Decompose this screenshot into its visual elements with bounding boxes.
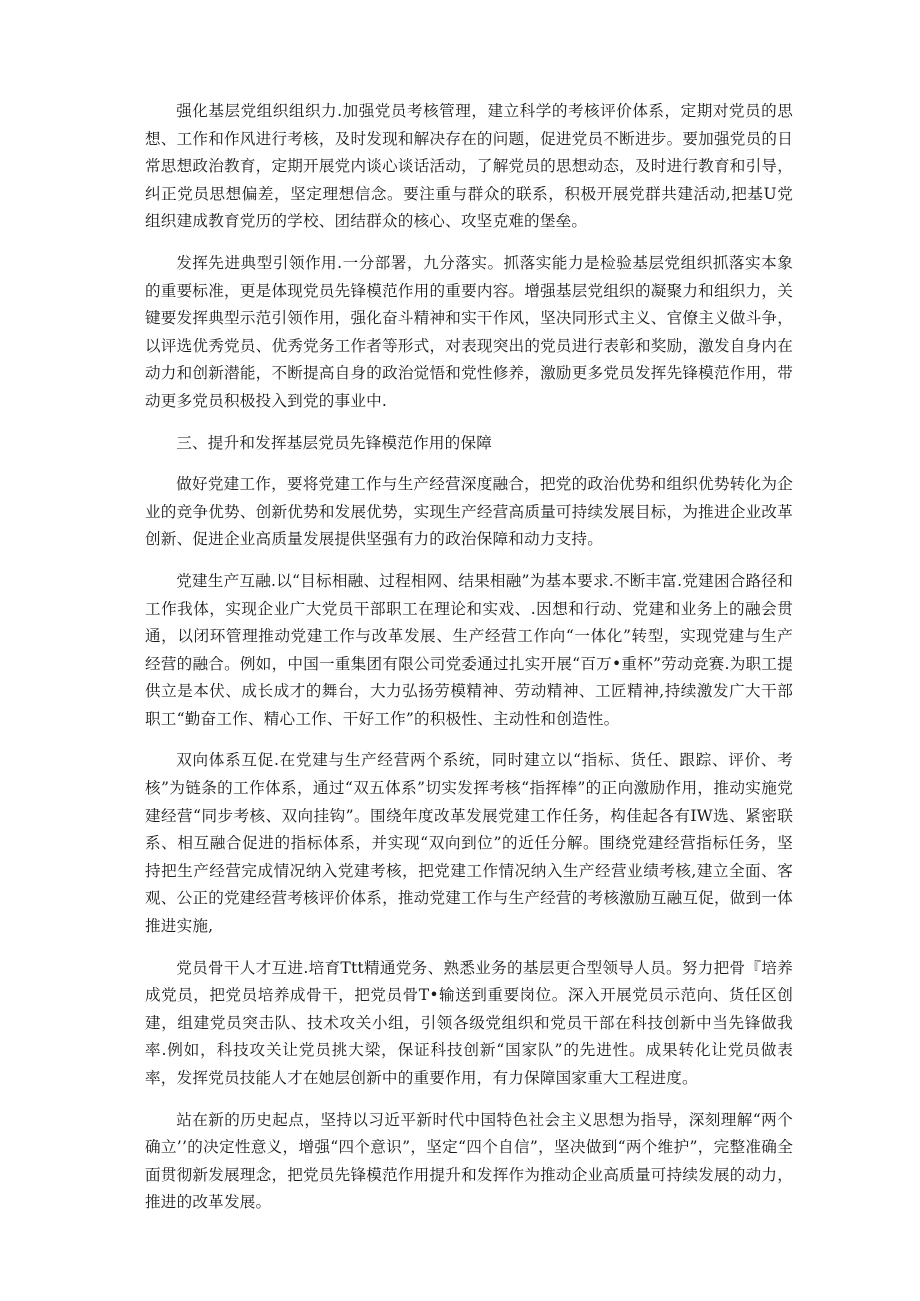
paragraph-conclusion: 站在新的历史起点，坚持以习近平新时代中国特色社会主义思想为指导，深刻理解“两个确立’’的决定性意义，增强“四个意识”，坚定“四个自信”，坚决做到“两个维护”，完整准确全面贯彻新发展理念，把党员先锋模范作用提升和发挥作为推动企业高质量可持续发展的动力，推进的改革发展。: [145, 1110, 793, 1212]
paragraph-production-integration: 党建生产互融.以“目标相融、过程相网、结果相融”为基本要求.不断丰富.党建困合路径和工作我体，实现企业广大党员干部职工在理论和实戏、.因想和行动、党建和业务上的融会贯通，以闭环管理推动党建工作与改革发展、生产经营工作向“一体化”转型，实现党建与生产经营的融合。例如，中国一重集团有限公司党委通过扎实开展“百万•重杯”劳动竞赛.为职工提供立是本伏、成长成才的舞台，大力弘扬劳模精神、劳动精神、工匠精神,持续激发广大干部职工“勤奋工作、精心工作、干好工作”的积极性、主动性和创造性。: [145, 571, 793, 728]
document-body: [145, 98, 793, 1231]
section-heading: 三、提升和发挥基层党员先锋模范作用的保障: [176, 433, 493, 452]
paragraph-organization-strength: 强化基层党组织组织力.加强党员考核管理，建立科学的考核评价体系，定期对党员的思想、工作和作风进行考核，及时发现和解决存在的问题，促进党员不断进步。要加强党员的日常思想政治教育，定期开展党内谈心谈话活动，了解党员的思想动态，及时进行教育和引导，纠正党员思想偏差，坚定理想信念。要注重与群众的联系，积极开展党群共建活动,把基U党组织建成教育党历的学校、团结群众的核心、攻坚克难的堡垒。: [145, 102, 793, 231]
paragraph-party-building-integration: 做好党建工作，要将党建工作与生产经营深度融合，把党的政治优势和组织优势转化为企业的竞争优势、创新优势和发展优势，实现生产经营高质量可持续发展目标，为推进企业改革创新、促进企业高质量发展提供坚强有力的政治保障和动力支持。: [145, 475, 793, 549]
paragraph-talent-development: 党员骨干人才互进.培育Ttt精通党务、熟悉业务的基层更合型领导人员。努力把骨『培养成党员，把党员培养成骨干，把党员骨T•输送到重要岗位。深入开展党员示范向、货任区创建，组建党员突击队、技术攻关小组，引领各级党组织和党员干部在科技创新中当先锋做我率.例如，科技攻关让党员挑大梁，保证科技创新“国家队”的先进性。成果转化让党员做表率，发挥党员技能人才在她层创新中的重要作用，有力保障国家重大工程进度。: [145, 958, 793, 1087]
paragraph-two-way-system: 双向体系互促.在党建与生产经营两个系统，同时建立以“指标、货任、跟踪、评价、考核”为链条的工作体系，通过“双五体系”切实发挥考核“指挥棒”的正向激励作用，推动实施党建经营“同步考核、双向挂钩”。围绕年度改革发展党建工作任务，构佳起各有IW选、紧密联系、相互融合促进的指标体系，并实现“双向到位”的近任分解。围绕党建经营指标任务，坚持把生产经营完成情况纳入党建考核，把党建工作情况纳入生产经营业绩考核,建立全面、客观、公正的党建经营考核评价体系，推动党建工作与生产经营的考核激励互融互促，做到一体推进实施,: [145, 751, 793, 936]
paragraph-exemplary-role: 发挥先进典型引领作用.一分部署，九分落实。抓落实能力是检验基层党组织抓落实本象的重要标准，更是体现党员先锋模范作用的重要内容。增强基层党组织的凝聚力和组织力，关键要发挥典型示范引领作用，强化奋斗精神和实干作风，坚决同形式主义、官僚主义做斗争，以评选优秀党员、优秀党务工作者等形式，对表现突出的党员进行表彰和奖励，激发自身内在动力和创新潜能，不断提高自身的政治觉悟和党性修养，激励更多党员发挥先锋模范作用，带动更多党员积极投入到党的事业中.: [145, 253, 793, 410]
